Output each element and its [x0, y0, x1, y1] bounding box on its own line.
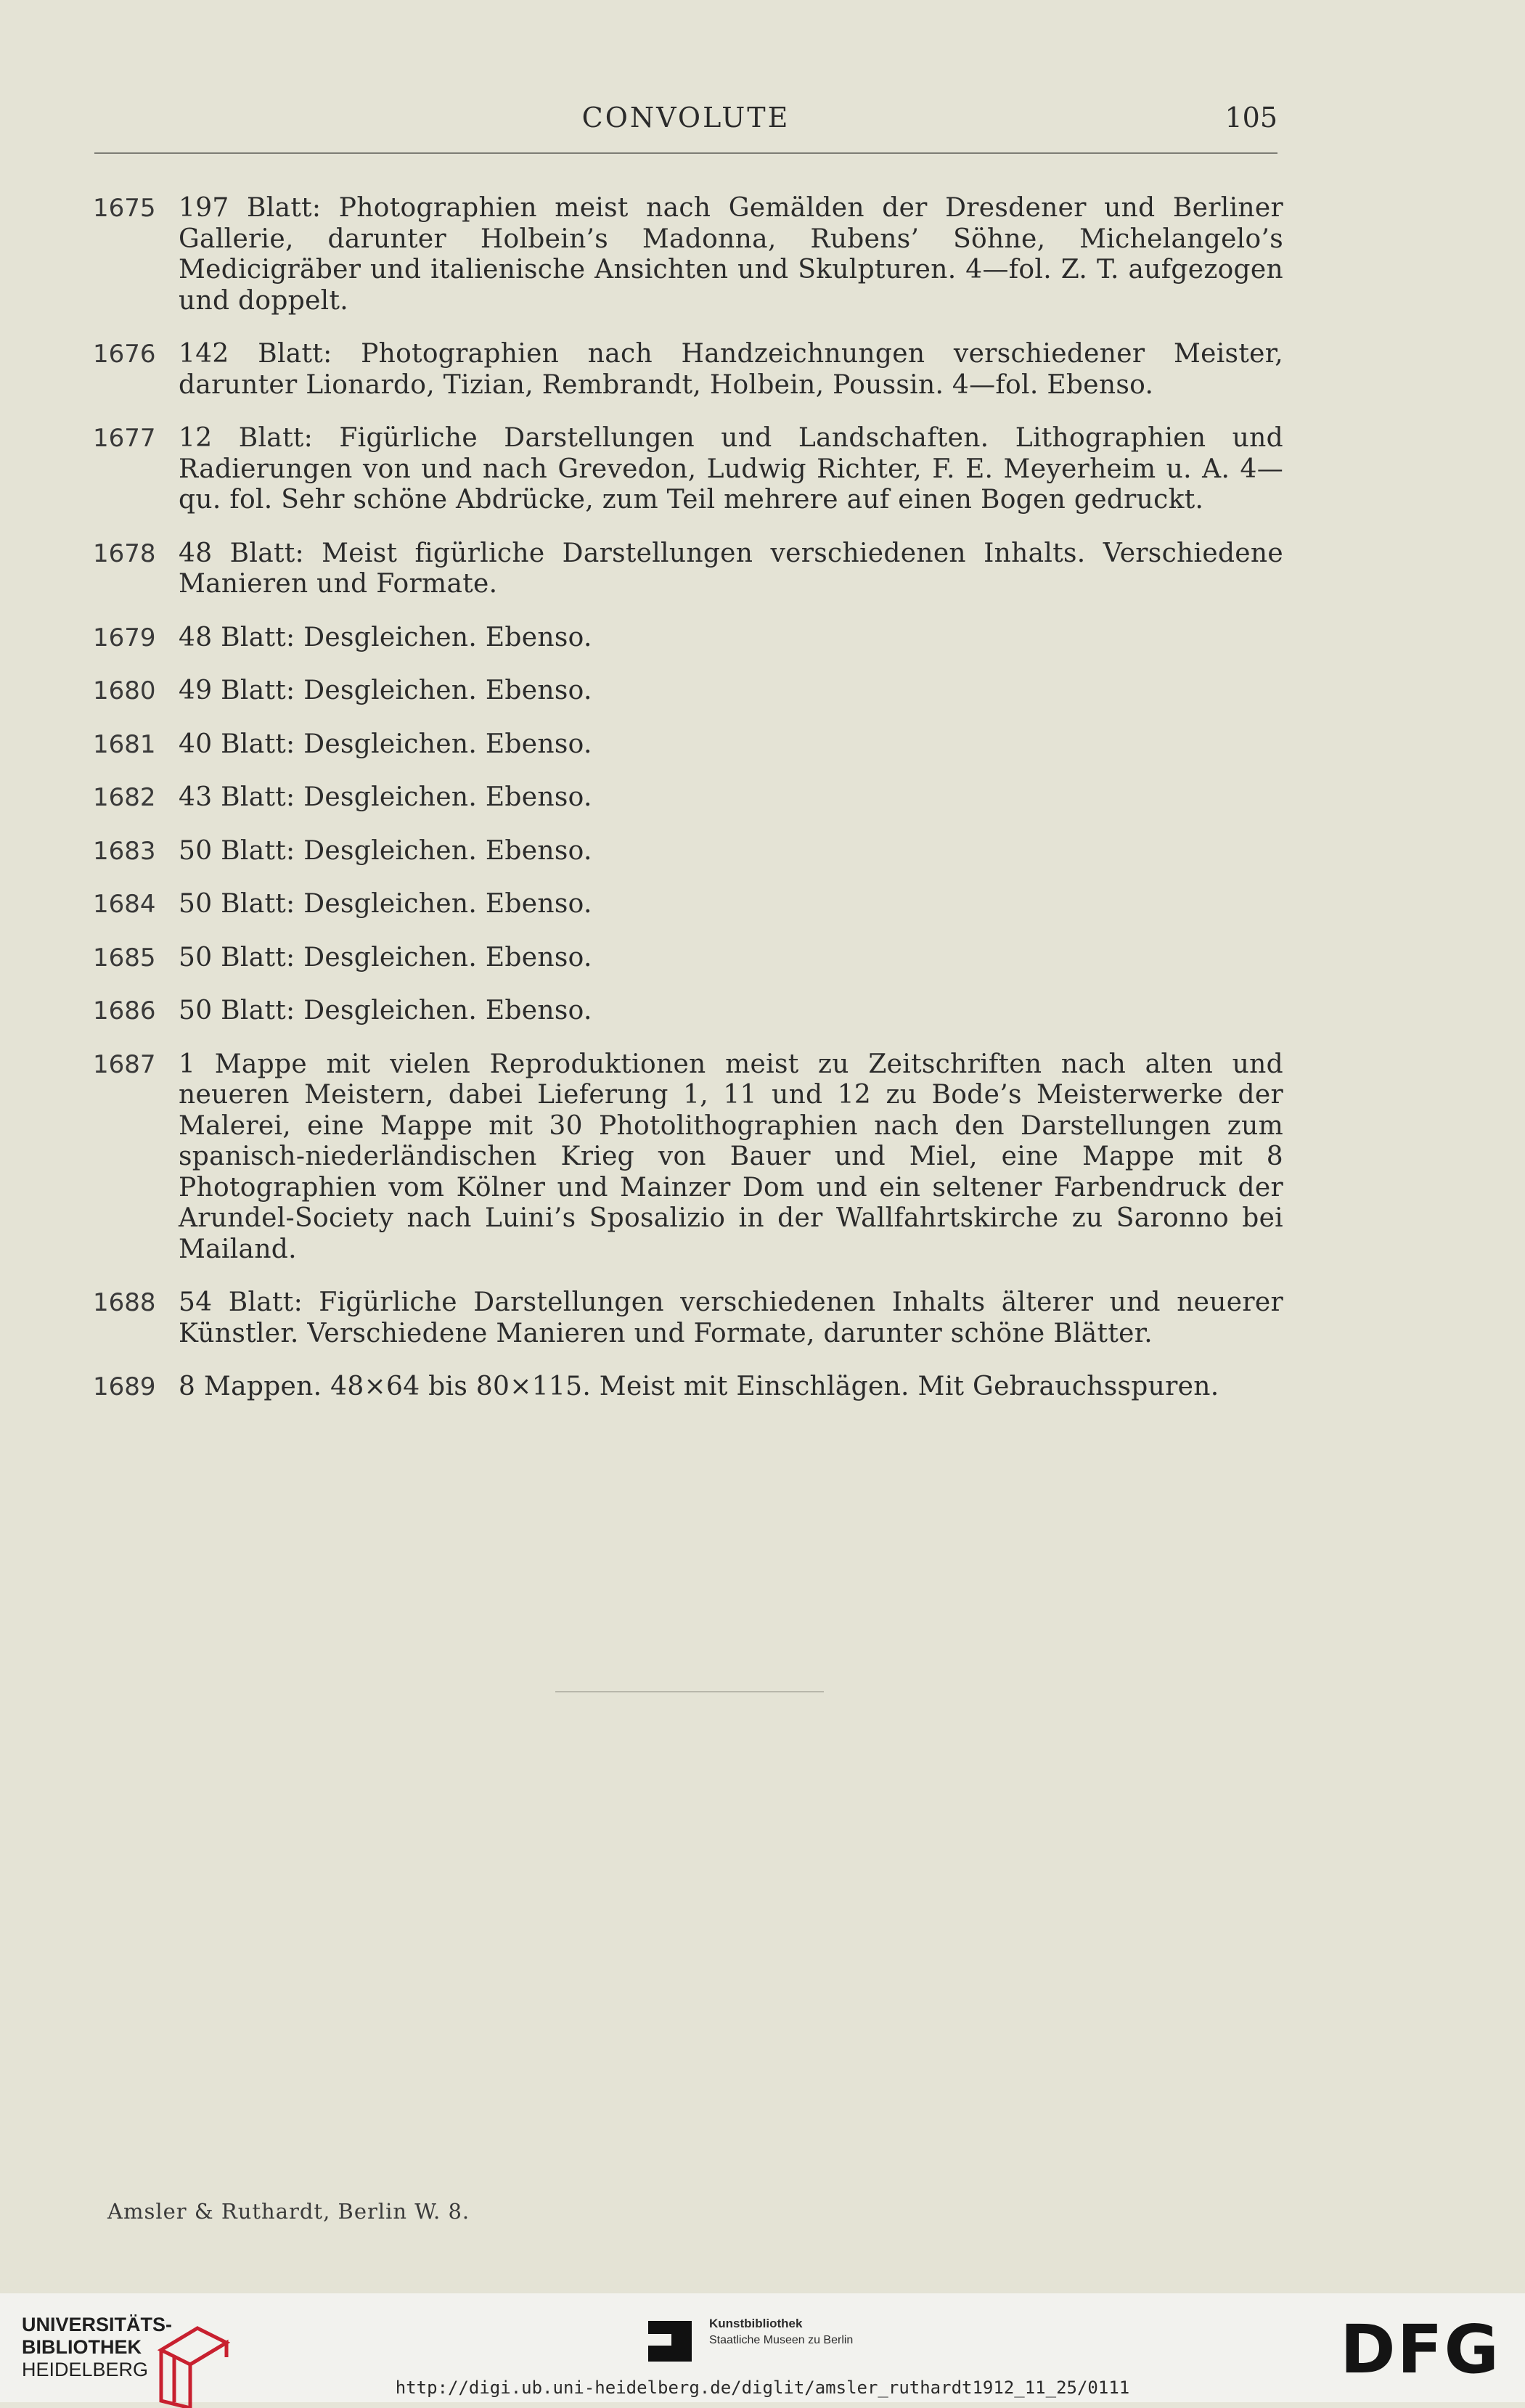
- catalog-entry: [93, 836, 1283, 867]
- kunstbibliothek-emblem-icon: [648, 2321, 692, 2362]
- lot-description: 48 Blatt: Desgleichen. Ebenso.: [179, 622, 592, 652]
- permalink-url[interactable]: http://digi.ub.uni-heidelberg.de/diglit/amsler_ruthardt1912_11_25/0111: [395, 2378, 1130, 2398]
- lot-number: 1684: [93, 890, 156, 919]
- lot-description: 48 Blatt: Meist figürliche Darstellungen verschiedenen Inhalts. Verschiedene Manieren und Formate.: [179, 538, 1283, 599]
- catalog-entry: [93, 889, 1283, 920]
- kunstbibliothek-subtitle: Staatliche Museen zu Berlin: [709, 2334, 854, 2346]
- page-number: 105: [1225, 102, 1277, 134]
- lot-number: 1689: [93, 1372, 156, 1401]
- university-library-logo[interactable]: [22, 2314, 172, 2381]
- catalog-entry: [93, 782, 1283, 814]
- kunstbibliothek-title: Kunstbibliothek: [709, 2317, 803, 2330]
- catalog-entry: [93, 423, 1283, 516]
- catalog-entry: [93, 1287, 1283, 1349]
- printer-imprint: Amsler & Ruthardt, Berlin W. 8.: [107, 2199, 470, 2224]
- page-header: [94, 102, 1277, 154]
- lot-description: 54 Blatt: Figürliche Darstellungen verschiedenen Inhalts älterer und neuerer Künstler. Verschiedene Manieren und Formate, darunter schöne Blätter.: [179, 1287, 1283, 1348]
- lot-number: 1675: [93, 194, 156, 223]
- dfg-logo[interactable]: DFG: [1340, 2311, 1500, 2388]
- lot-description: 12 Blatt: Figürliche Darstellungen und Landschaften. Lithographien und Radierungen von und nach Grevedon, Ludwig Richter, F. E. Meyerheim u. A. 4—qu. fol. Sehr schöne Abdrücke, zum Teil mehrere auf einen Bogen gedruckt.: [179, 423, 1283, 515]
- catalog-entries: [93, 193, 1283, 1425]
- lot-number: 1685: [93, 943, 156, 972]
- catalog-entry: [93, 729, 1283, 761]
- lot-number: 1680: [93, 676, 156, 705]
- lot-number: 1678: [93, 538, 156, 568]
- catalog-entry: [93, 193, 1283, 316]
- lot-description: 50 Blatt: Desgleichen. Ebenso.: [179, 942, 592, 972]
- lot-number: 1679: [93, 623, 156, 652]
- lot-number: 1687: [93, 1049, 156, 1079]
- lot-description: 43 Blatt: Desgleichen. Ebenso.: [179, 782, 592, 812]
- catalog-entry: [93, 1372, 1283, 1403]
- lot-description: 49 Blatt: Desgleichen. Ebenso.: [179, 676, 592, 705]
- library-logo-line-1: UNIVERSITÄTS-: [22, 2314, 173, 2335]
- lot-description: 8 Mappen. 48×64 bis 80×115. Meist mit Einschlägen. Mit Gebrauchsspuren.: [179, 1372, 1219, 1401]
- lot-number: 1682: [93, 783, 156, 812]
- end-rule: [555, 1691, 824, 1692]
- catalog-entry: [93, 538, 1283, 600]
- lot-description: 40 Blatt: Desgleichen. Ebenso.: [179, 729, 592, 759]
- lot-description: 142 Blatt: Photographien nach Handzeichnungen verschiedener Meister, darunter Lionardo, Tizian, Rembrandt, Holbein, Poussin. 4—fol. Ebenso.: [179, 339, 1283, 400]
- lot-number: 1681: [93, 729, 156, 759]
- lot-description: 50 Blatt: Desgleichen. Ebenso.: [179, 996, 592, 1025]
- lot-number: 1686: [93, 996, 156, 1025]
- lot-number: 1683: [93, 836, 156, 866]
- catalog-entry: [93, 339, 1283, 401]
- lot-number: 1676: [93, 340, 156, 369]
- lot-description: 50 Blatt: Desgleichen. Ebenso.: [179, 835, 592, 866]
- lot-number: 1688: [93, 1288, 156, 1317]
- lot-description: 50 Blatt: Desgleichen. Ebenso.: [179, 889, 592, 919]
- library-logo-line-3: HEIDELBERG: [22, 2359, 149, 2380]
- lot-description: 1 Mappe mit vielen Reproduktionen meist zu Zeitschriften nach alten und neueren Meistern, dabei Lieferung 1, 11 und 12 zu Bode’s Meisterwerke der Malerei, eine Mappe mit 30 Photolithographien nach den Darstellungen zum spanisch-niederländischen Krieg von Bauer und Miel, eine Mappe mit 8 Photographien vom Kölner und Mainzer Dom und ein seltener Farbendruck der Arundel-Society nach Luini’s Sposalizio in der Wallfahrtskirche zu Saronno bei Mailand.: [179, 1049, 1283, 1264]
- catalog-entry: [93, 676, 1283, 707]
- catalog-entry: [93, 1049, 1283, 1266]
- library-logo-line-2: BIBLIOTHEK: [22, 2336, 142, 2358]
- lot-number: 1677: [93, 424, 156, 453]
- catalog-entry: [93, 623, 1283, 654]
- lot-description: 197 Blatt: Photographien meist nach Gemälden der Dresdener und Berliner Gallerie, darunter Holbein’s Madonna, Rubens’ Söhne, Michelangelo’s Medicigräber und italienische Ansichten und Skulpturen. 4—fol. Z. T. aufgezogen und doppelt.: [179, 193, 1283, 316]
- digitization-footer: [0, 2293, 1525, 2402]
- catalog-entry: [93, 943, 1283, 974]
- running-head: CONVOLUTE: [581, 102, 790, 134]
- catalog-entry: [93, 996, 1283, 1027]
